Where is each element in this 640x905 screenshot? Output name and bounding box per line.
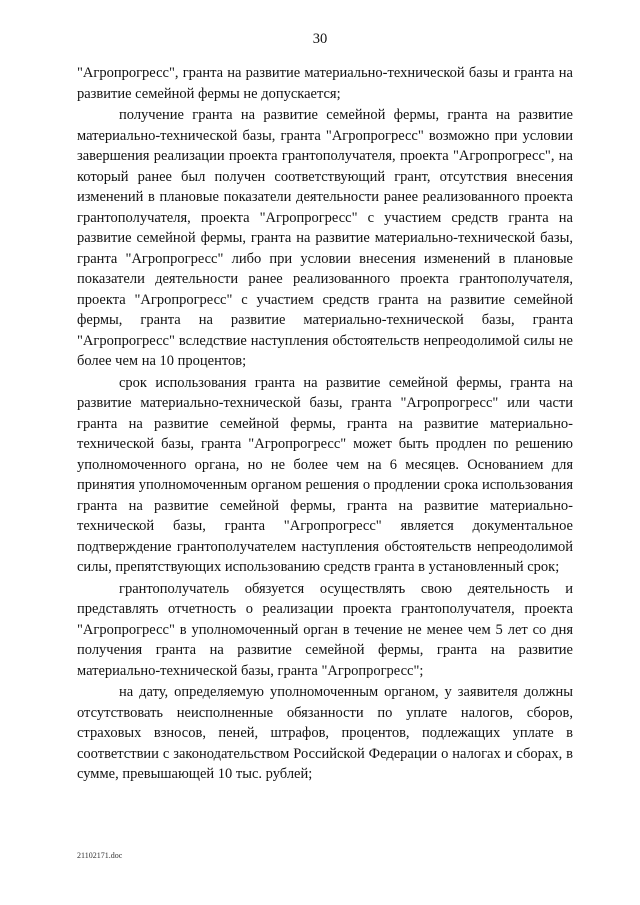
page-number: 30 bbox=[312, 31, 328, 47]
paragraph-continuation: "Агропрогресс", гранта на развитие материально-технической базы и гранта на развитие семейной фермы не допускается; bbox=[77, 65, 573, 102]
paragraph-grant-conditions: получение гранта на развитие семейной фермы, гранта на развитие материально-технической базы, гранта "Агропрогресс" возможно при условии завершения реализации проекта грантополучателя, проекта "Агропрогресс", на который ранее был получен соответствующий грант, отсутствия внесения изменений в плановые показатели деятельности ранее реализованного проекта грантополучателя, проекта "Агропрогресс" с участием средств гранта на развитие семейной фермы, гранта на развитие материально-технической базы, гранта "Агропрогресс" либо при условии внесения изменений в плановые показатели деятельности ранее реализованного проекта грантополучателя, проекта "Агропрогресс" с участием средств гранта на развитие семейной фермы, гранта на развитие материально-технической базы, гранта "Агропрогресс" вследствие наступления обстоятельств непреодолимой силы не более чем на 10 процентов; bbox=[77, 107, 573, 369]
paragraph-recipient-obligation: грантополучатель обязуется осуществлять свою деятельность и представлять отчетность о реализации проекта грантополучателя, проекта "Агропрогресс" в уполномоченный орган в течение не менее чем 5 лет со дня получения гранта на развитие семейной фермы, гранта на развитие материально-технической базы, гранта "Агропрогресс"; bbox=[77, 580, 573, 679]
document-body bbox=[77, 63, 573, 785]
paragraph-grant-term: срок использования гранта на развитие семейной фермы, гранта на развитие материально-технической базы, гранта "Агропрогресс" или части гранта на развитие семейной фермы, гранта на развитие материально-технической базы, гранта "Агропрогресс" может быть продлен по решению уполномоченного органа, но не более чем на 6 месяцев. Основанием для принятия уполномоченным органом решения о продлении срока использования гранта на развитие семейной фермы, гранта на развитие материально-технической базы, гранта "Агропрогресс" является документальное подтверждение грантополучателем наступления обстоятельств непреодолимой силы, препятствующих использованию средств гранта в установленный срок; bbox=[77, 374, 573, 575]
paragraph-tax-debts: на дату, определяемую уполномоченным органом, у заявителя должны отсутствовать неисполненные обязанности по уплате налогов, сборов, страховых взносов, пеней, штрафов, процентов, подлежащих уплате в соответствии с законодательством Российской Федерации о налогах и сборах, в сумме, превышающей 10 тыс. рублей; bbox=[77, 684, 573, 782]
footer-filename: 21102171.doc bbox=[77, 851, 123, 860]
